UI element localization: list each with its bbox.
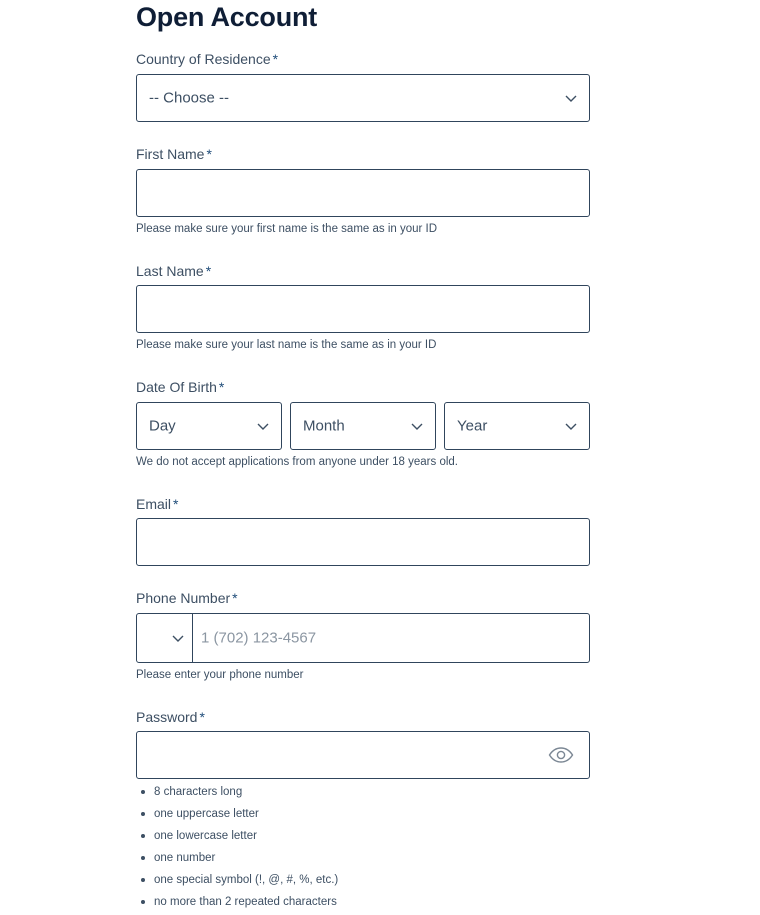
last-name-label: Last Name * xyxy=(136,263,212,279)
password-rule: one uppercase letter xyxy=(136,805,338,827)
dob-day-value: Day xyxy=(149,417,176,435)
last-name-help: Please make sure your last name is the same as in your ID xyxy=(136,339,437,351)
page-title: Open Account xyxy=(136,2,318,32)
first-name-label: First Name * xyxy=(136,146,212,162)
password-rule: one lowercase letter xyxy=(136,827,338,849)
eye-icon[interactable] xyxy=(548,747,574,763)
required-mark: * xyxy=(272,51,279,67)
email-input[interactable] xyxy=(136,518,590,566)
phone-help: Please enter your phone number xyxy=(136,669,304,681)
password-rule: one special symbol (!, @, #, %, etc.) xyxy=(136,871,338,893)
required-mark: * xyxy=(199,709,205,725)
phone-country-code-select[interactable] xyxy=(137,614,192,662)
dob-year-value: Year xyxy=(457,417,488,435)
required-mark: * xyxy=(232,590,238,606)
country-label: Country of Residence * xyxy=(136,51,279,67)
password-label: Password * xyxy=(136,709,205,725)
chevron-down-icon xyxy=(257,421,269,431)
phone-label: Phone Number * xyxy=(136,590,238,606)
dob-year-select[interactable] xyxy=(444,402,590,450)
password-rule: one number xyxy=(136,849,338,871)
last-name-input[interactable] xyxy=(136,285,590,333)
chevron-down-icon xyxy=(565,421,577,431)
required-mark: * xyxy=(173,496,179,512)
first-name-input[interactable] xyxy=(136,169,590,217)
country-select-value: -- Choose -- xyxy=(149,89,230,107)
password-input[interactable] xyxy=(136,731,590,779)
email-label: Email * xyxy=(136,496,179,512)
phone-field xyxy=(136,613,590,663)
chevron-down-icon xyxy=(172,633,184,643)
dob-help: We do not accept applications from anyone under 18 years old. xyxy=(136,456,458,468)
required-mark: * xyxy=(218,379,225,395)
required-mark: * xyxy=(206,146,212,162)
phone-placeholder: 1 (702) 123-4567 xyxy=(201,629,317,647)
first-name-help: Please make sure your first name is the same as in your ID xyxy=(136,223,438,235)
required-mark: * xyxy=(205,263,212,279)
password-rule: 8 characters long xyxy=(136,783,338,805)
dob-day-select[interactable] xyxy=(136,402,282,450)
dob-month-value: Month xyxy=(303,417,345,435)
phone-input[interactable] xyxy=(193,614,589,662)
chevron-down-icon xyxy=(565,93,577,103)
chevron-down-icon xyxy=(411,421,423,431)
password-rules-list xyxy=(136,783,338,915)
password-rule: no more than 2 repeated characters xyxy=(136,893,338,915)
dob-label: Date Of Birth * xyxy=(136,379,225,395)
country-select[interactable] xyxy=(136,74,590,122)
dob-month-select[interactable] xyxy=(290,402,436,450)
